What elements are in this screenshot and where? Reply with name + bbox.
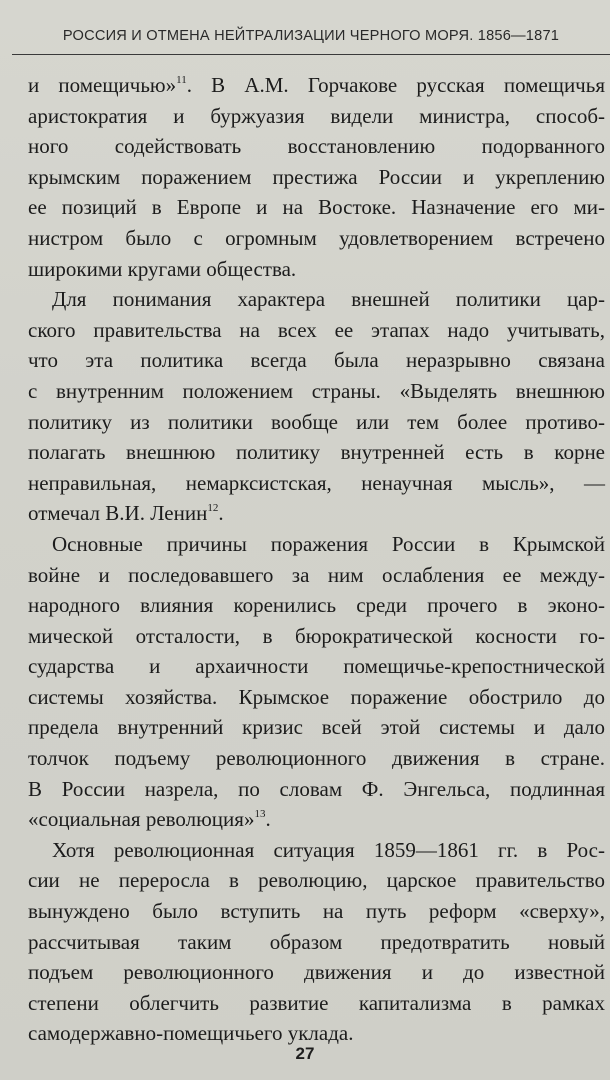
line-text: толчок подъему революционного движения в стране. bbox=[28, 746, 605, 771]
text-line bbox=[28, 101, 605, 132]
text-line bbox=[28, 682, 605, 713]
text-line bbox=[28, 498, 605, 529]
text-line bbox=[28, 896, 605, 927]
running-head: РОССИЯ И ОТМЕНА НЕЙТРАЛИЗАЦИИ ЧЕРНОГО МОРЯ. 1856—1871 bbox=[12, 18, 610, 55]
line-text: системы хозяйства. Крымское поражение обострило до bbox=[28, 684, 605, 709]
line-text: крымским поражением престижа России и укреплению bbox=[28, 164, 605, 189]
paragraph bbox=[28, 529, 605, 835]
line-text: мической отсталости, в бюрократической косности го- bbox=[28, 623, 605, 648]
text-line bbox=[28, 651, 605, 682]
line-text: Хотя революционная ситуация 1859—1861 гг. в Рос- bbox=[52, 837, 605, 862]
text-line bbox=[28, 407, 605, 438]
text-line bbox=[28, 223, 605, 254]
footnote-ref[interactable]: 13 bbox=[254, 808, 266, 821]
text-line bbox=[28, 927, 605, 958]
paragraph bbox=[28, 284, 605, 529]
text-line bbox=[28, 743, 605, 774]
text-line bbox=[28, 468, 605, 499]
line-text: полагать внешнюю политику внутренней есть в корне bbox=[28, 440, 605, 465]
text-line bbox=[28, 315, 605, 346]
text-line bbox=[28, 529, 605, 560]
line-text: нистром было с огромным удовлетворением встречено bbox=[28, 225, 605, 250]
line-text: ского правительства на всех ее этапах надо учитывать, bbox=[28, 317, 605, 342]
line-text-continuation: . bbox=[218, 501, 224, 526]
line-text: степени облегчить развитие капитализма в рамках bbox=[28, 990, 605, 1015]
line-text: политику из политики вообще или тем более противо- bbox=[28, 409, 605, 434]
text-line bbox=[28, 345, 605, 376]
line-text: отмечал В.И. Ленин bbox=[28, 501, 208, 526]
text-line bbox=[28, 865, 605, 896]
footnote-ref[interactable]: 11 bbox=[176, 74, 187, 86]
line-text: вынуждено было вступить на путь реформ «сверху», bbox=[28, 899, 605, 924]
line-text: Для понимания характера внешней политики цар- bbox=[52, 287, 605, 312]
line-text: сии не переросла в революцию, царское правительство bbox=[28, 868, 605, 893]
line-text: «социальная революция» bbox=[28, 807, 255, 832]
text-line bbox=[28, 437, 605, 468]
footnote-ref[interactable]: 12 bbox=[207, 502, 219, 515]
text-line bbox=[28, 590, 605, 621]
text-line bbox=[28, 621, 605, 652]
line-text-continuation: . bbox=[265, 807, 271, 832]
text-line bbox=[28, 192, 605, 223]
text-line bbox=[28, 70, 605, 101]
line-text: неправильная, немарксистская, ненаучная мысль», — bbox=[28, 470, 605, 495]
text-line bbox=[28, 712, 605, 743]
line-text: самодержавно-помещичьего уклада. bbox=[28, 1021, 354, 1046]
text-line bbox=[28, 131, 605, 162]
line-text: ее позиций в Европе и на Востоке. Назначение его ми- bbox=[28, 195, 605, 220]
line-text: народного влияния коренились среди прочего в эконо- bbox=[28, 593, 605, 618]
text-line bbox=[28, 254, 605, 285]
text-line bbox=[28, 560, 605, 591]
text-line bbox=[28, 284, 605, 315]
paragraph bbox=[28, 70, 605, 284]
line-text: что эта политика всегда была неразрывно связана bbox=[28, 348, 605, 373]
line-text: В России назрела, по словам Ф. Энгельса, подлинная bbox=[28, 776, 605, 801]
text-line bbox=[28, 835, 605, 866]
text-line bbox=[28, 162, 605, 193]
text-line bbox=[28, 774, 605, 805]
text-line bbox=[28, 376, 605, 407]
line-text: предела внутренний кризис всей этой системы и дало bbox=[28, 715, 605, 740]
line-text: войне и последовавшего за ним ослабления ее между- bbox=[28, 562, 605, 587]
body-text bbox=[28, 70, 605, 1049]
page-number: 27 bbox=[295, 1044, 315, 1063]
line-text: сударства и архаичности помещичье-крепостнической bbox=[28, 654, 605, 679]
line-text: ного содействовать восстановлению подорванного bbox=[28, 134, 605, 159]
line-text: Основные причины поражения России в Крымской bbox=[52, 531, 605, 556]
line-text: с внутренним положением страны. «Выделять внешнюю bbox=[28, 378, 605, 403]
line-text: рассчитывая таким образом предотвратить новый bbox=[28, 929, 605, 954]
text-line bbox=[28, 988, 605, 1019]
line-text: широкими кругами общества. bbox=[28, 256, 297, 281]
line-text: подъем революционного движения и до известной bbox=[28, 960, 605, 985]
text-line bbox=[28, 804, 605, 835]
line-text: аристократия и буржуазия видели министра, способ- bbox=[28, 103, 605, 128]
paragraph bbox=[28, 835, 605, 1049]
line-text: и помещичью» bbox=[28, 73, 177, 97]
text-line bbox=[28, 957, 605, 988]
line-text-continuation: . В А.М. Горчакове русская помещичья bbox=[186, 73, 605, 97]
